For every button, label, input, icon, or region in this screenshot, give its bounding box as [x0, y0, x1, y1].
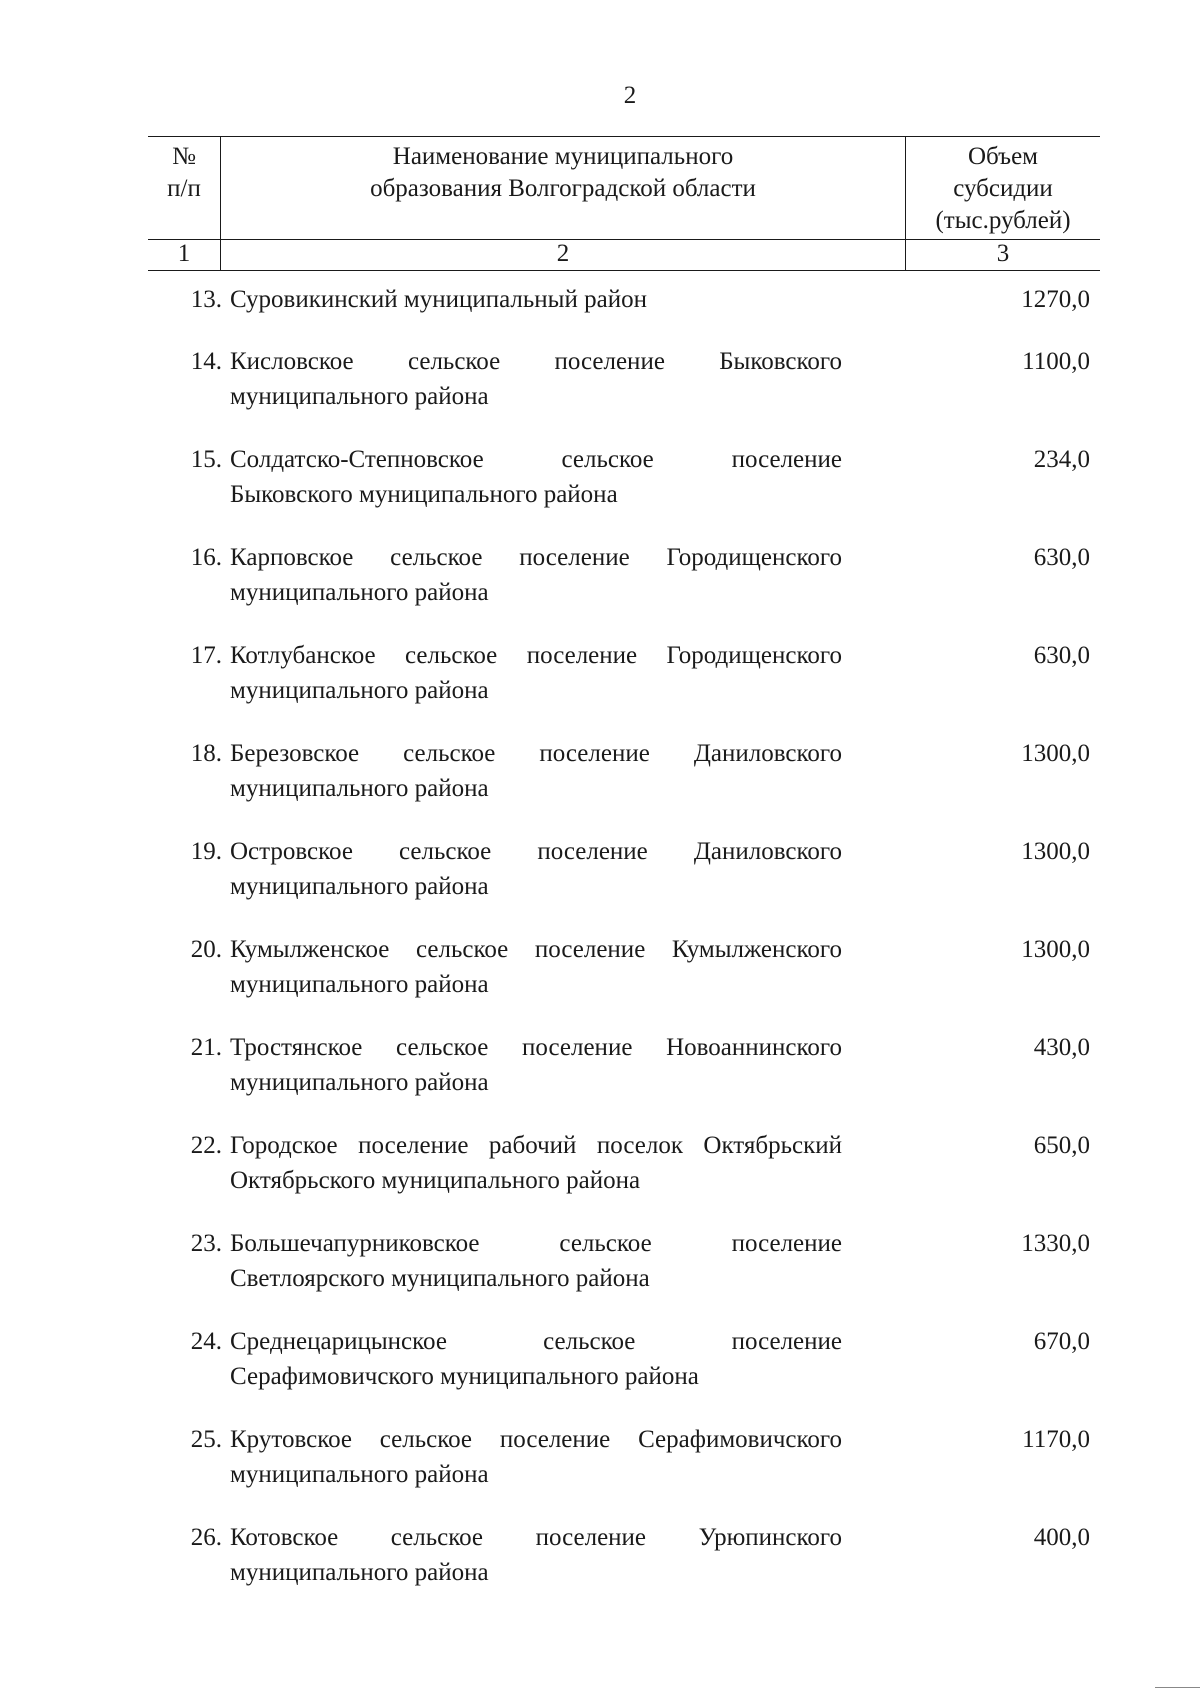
table-row — [148, 1324, 1100, 1394]
municipality-name-line: Котовское сельское поселение Урюпинского — [230, 1524, 842, 1551]
municipality-name — [230, 1422, 842, 1492]
municipality-name — [230, 282, 842, 317]
row-number: 23. — [190, 1230, 222, 1257]
municipality-name — [230, 540, 842, 610]
municipality-name-line: муниципального района — [230, 971, 489, 998]
row-number: 14. — [190, 348, 222, 375]
municipality-name — [230, 1128, 842, 1198]
header-col-amount-line: Объем — [968, 143, 1038, 170]
municipality-name-line: Карповское сельское поселение Городищенского — [230, 544, 842, 571]
column-number-1: 1 — [148, 240, 221, 271]
municipality-name-line: Городское поселение рабочий поселок Октябрьский — [230, 1132, 842, 1159]
table-row — [148, 1128, 1100, 1198]
table-row — [148, 1226, 1100, 1296]
subsidy-amount: 1300,0 — [1021, 838, 1090, 865]
subsidy-amount: 1170,0 — [1022, 1426, 1090, 1453]
header-col-amount-line: субсидии — [953, 175, 1053, 202]
row-number: 22. — [190, 1132, 222, 1159]
municipality-name-line: Большечапурниковское сельское поселение — [230, 1230, 842, 1257]
municipality-name-line: муниципального района — [230, 1461, 489, 1488]
row-number: 26. — [190, 1524, 222, 1551]
row-number: 16. — [190, 544, 222, 571]
table-row — [148, 932, 1100, 1002]
header-col-number — [148, 137, 221, 240]
municipality-name-line: муниципального района — [230, 677, 489, 704]
municipality-name-line: Быковского муниципального района — [230, 481, 618, 508]
table-row — [148, 1520, 1100, 1590]
table-row — [148, 442, 1100, 512]
table-row — [148, 344, 1100, 414]
subsidy-amount: 1300,0 — [1021, 936, 1090, 963]
municipality-name-line: муниципального района — [230, 873, 489, 900]
header-col-number-line: п/п — [167, 175, 201, 202]
row-number: 13. — [190, 286, 222, 313]
municipality-name-line: муниципального района — [230, 579, 489, 606]
municipality-name-line: Серафимовичского муниципального района — [230, 1363, 699, 1390]
municipality-name-line: Островское сельское поселение Даниловского — [230, 838, 842, 865]
municipality-name — [230, 638, 842, 708]
subsidy-amount: 430,0 — [1033, 1034, 1090, 1061]
row-number: 21. — [190, 1034, 222, 1061]
municipality-name — [230, 1520, 842, 1590]
municipality-name-line: Среднецарицынское сельское поселение — [230, 1328, 842, 1355]
subsidy-amount: 650,0 — [1033, 1132, 1090, 1159]
municipality-name — [230, 344, 842, 414]
municipality-name — [230, 1226, 842, 1296]
subsidy-amount: 1100,0 — [1022, 348, 1090, 375]
table-header — [148, 136, 1100, 271]
subsidy-amount: 1300,0 — [1021, 740, 1090, 767]
column-number-3: 3 — [906, 240, 1101, 271]
table-row — [148, 638, 1100, 708]
row-number: 19. — [190, 838, 222, 865]
table-row — [148, 1422, 1100, 1492]
subsidy-amount: 670,0 — [1033, 1328, 1090, 1355]
header-col-name-line: Наименование муниципального — [392, 143, 734, 170]
municipality-name — [230, 1324, 842, 1394]
municipality-name-line: Котлубанское сельское поселение Городищенского — [230, 642, 842, 669]
municipality-name-line: муниципального района — [230, 1069, 489, 1096]
municipality-name-line: Суровикинский муниципальный район — [230, 286, 647, 313]
subsidy-amount: 400,0 — [1033, 1524, 1090, 1551]
municipality-name-line: Кисловское сельское поселение Быковского — [230, 348, 842, 375]
row-number: 18. — [190, 740, 222, 767]
municipality-name-line: муниципального района — [230, 775, 489, 802]
municipality-name-line: Светлоярского муниципального района — [230, 1265, 650, 1292]
row-number: 15. — [190, 446, 222, 473]
row-number: 24. — [190, 1328, 222, 1355]
municipality-name — [230, 1030, 842, 1100]
municipality-name — [230, 442, 842, 512]
header-col-name-line: образования Волгоградской области — [370, 175, 756, 202]
municipality-name-line: Тростянское сельское поселение Новоаннинского — [230, 1034, 842, 1061]
row-number: 25. — [190, 1426, 222, 1453]
municipality-name-line: Крутовское сельское поселение Серафимовичского — [230, 1426, 842, 1453]
municipality-name-line: муниципального района — [230, 383, 489, 410]
row-number: 17. — [190, 642, 222, 669]
subsidy-amount: 1330,0 — [1021, 1230, 1090, 1257]
page-number: 2 — [623, 82, 637, 109]
subsidy-amount: 630,0 — [1033, 544, 1090, 571]
municipality-name-line: Октябрьского муниципального района — [230, 1167, 641, 1194]
header-col-amount — [906, 137, 1101, 240]
table-row — [148, 736, 1100, 806]
table-row — [148, 540, 1100, 610]
subsidy-amount: 630,0 — [1033, 642, 1090, 669]
subsidy-amount: 1270,0 — [1021, 286, 1090, 313]
scan-edge-mark — [1155, 1687, 1200, 1708]
table-row — [148, 282, 1100, 317]
header-col-name — [221, 137, 906, 240]
municipality-name-line: Солдатско-Степновское сельское поселение — [230, 446, 842, 473]
municipality-name — [230, 736, 842, 806]
table-row — [148, 834, 1100, 904]
municipality-name — [230, 834, 842, 904]
row-number: 20. — [190, 936, 222, 963]
column-number-2: 2 — [221, 240, 906, 271]
municipality-name-line: Кумылженское сельское поселение Кумылженского — [230, 936, 842, 963]
header-col-number-line: № — [172, 143, 196, 170]
municipality-name — [230, 932, 842, 1002]
municipality-name-line: Березовское сельское поселение Даниловского — [230, 740, 842, 767]
table-row — [148, 1030, 1100, 1100]
header-col-amount-line: (тыс.рублей) — [935, 207, 1071, 234]
subsidy-amount: 234,0 — [1033, 446, 1090, 473]
municipality-name-line: муниципального района — [230, 1559, 489, 1586]
